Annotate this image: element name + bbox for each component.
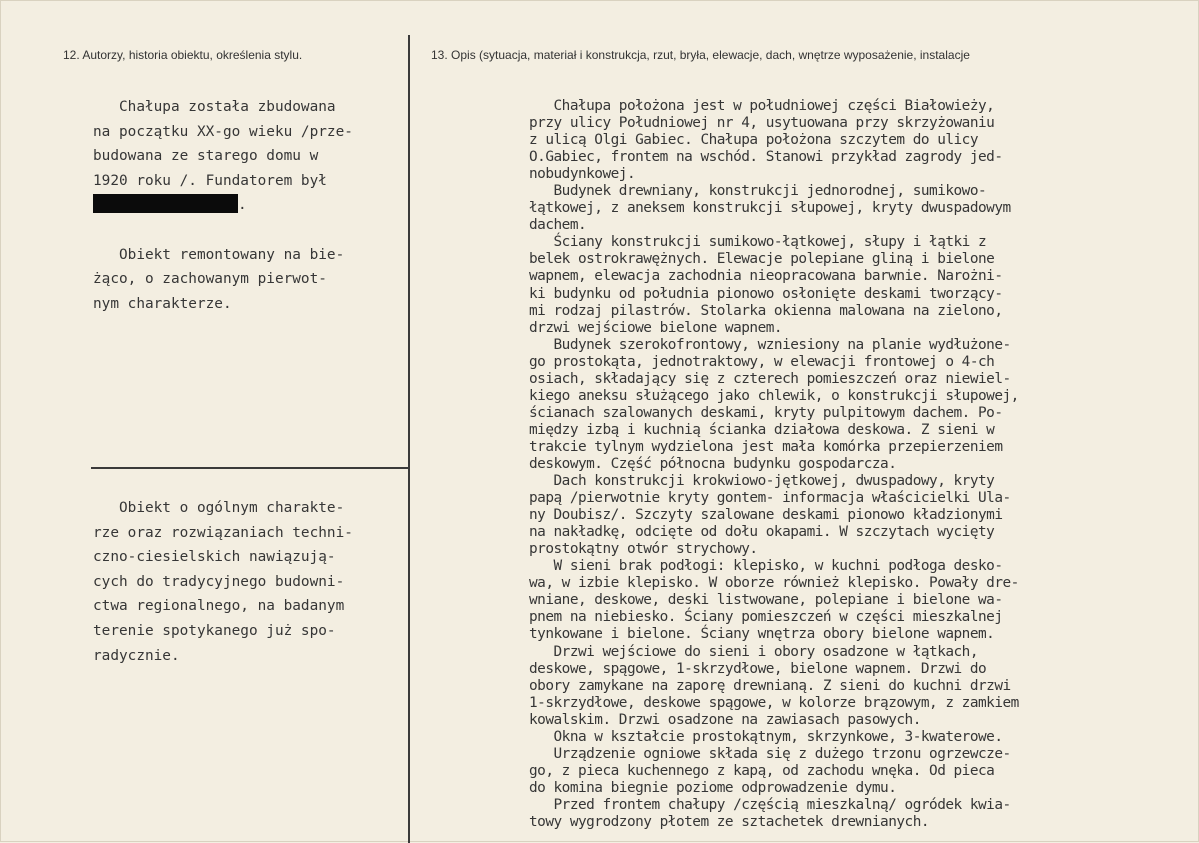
description-line: trakcie tylnym wydzielona jest mała komórka przepierzeniem: [529, 438, 1003, 455]
description-line: wniane, deskowe, deski listwowane, polepiane i bielone wa-: [529, 592, 1003, 609]
history-line: budowana ze starego domu w: [93, 148, 319, 165]
style-line: terenie spotykanego już spo-: [93, 622, 336, 639]
description-line: wa, w izbie klepisko. W oborze również klepisko. Powały dre-: [529, 575, 1019, 592]
description-text: [529, 98, 1189, 831]
description-line: Drzwi wejściowe do sieni i obory osadzone w łątkach,: [529, 643, 979, 660]
history-line: 1920 roku /. Fundatorem był: [93, 172, 327, 189]
description-line: Urządzenie ogniowe składa się z dużego trzonu ogrzewcze-: [529, 745, 1011, 762]
description-line: obory zamykane na zaporę drewnianą. Z sieni do kuchni drzwi: [529, 677, 1011, 694]
description-line: tynkowane i bielone. Ściany wnętrza obory bielone wapnem.: [529, 626, 995, 643]
style-line: czno-ciesielskich nawiązują-: [93, 549, 336, 566]
description-line: dachem.: [529, 217, 587, 234]
description-line: kiego aneksu służącego jako chlewik, o konstrukcji słupowej,: [529, 387, 1019, 404]
spacer-line: [93, 218, 408, 243]
description-line: 1-skrzydłowe, deskowe spągowe, w kolorze brązowym, z zamkiem: [529, 694, 1019, 711]
description-line: z ulicą Olgi Gabiec. Chałupa położona szczytem do ulicy: [529, 132, 979, 149]
style-line: radycznie.: [93, 647, 180, 664]
section-12-header: 12. Autorzy, historia obiektu, określenia stylu.: [63, 48, 303, 62]
section-13-header: 13. Opis (sytuacja, materiał i konstrukcja, rzut, bryła, elewacje, dach, wnętrze wyposażenie, instalacje: [431, 48, 970, 62]
description-line: do komina biegnie poziome odprowadzenie dymu.: [529, 779, 897, 796]
redacted-line-suffix: .: [238, 197, 247, 214]
condition-line: żąco, o zachowanym pierwot-: [93, 271, 327, 288]
description-line: O.Gabiec, frontem na wschód. Stanowi przykład zagrody jed-: [529, 149, 1003, 166]
description-line: go prostokąta, jednotraktowy, w elewacji frontowej o 4-ch: [529, 353, 995, 370]
description-line: ny Doubisz/. Szczyty szalowane deskami pionowo kładzionymi: [529, 507, 1003, 524]
description-line: go, z pieca kuchennego z kapą, od zachodu wnęka. Od pieca: [529, 762, 995, 779]
description-line: Dach konstrukcji krokwiowo-jętkowej, dwuspadowy, kryty: [529, 473, 995, 490]
history-line: na początku XX-go wieku /prze-: [93, 123, 353, 140]
description-line: W sieni brak podłogi: klepisko, w kuchni podłoga desko-: [529, 558, 1003, 575]
description-line: Budynek szerokofrontowy, wzniesiony na planie wydłużone-: [529, 336, 1011, 353]
description-line: Budynek drewniany, konstrukcji jednorodnej, sumikowo-: [529, 183, 987, 200]
description-line: łątkowej, z aneksem konstrukcji słupowej, kryty dwuspadowym: [529, 200, 1011, 217]
redacted-line: [93, 193, 408, 218]
left-column-separator: [91, 467, 409, 469]
description-line: na nakładkę, odcięte od dołu okapami. W szczytach wycięty: [529, 524, 995, 541]
description-line: między izbą i kuchnią ścianka działowa deskowa. Z sieni w: [529, 421, 995, 438]
description-line: nobudynkowej.: [529, 166, 636, 183]
description-line: deskowe, spągowe, 1-skrzydłowe, bielone wapnem. Drzwi do: [529, 660, 987, 677]
description-line: drzwi wejściowe bielone wapnem.: [529, 319, 783, 336]
condition-line: Obiekt remontowany na bie-: [93, 246, 345, 263]
description-line: Chałupa położona jest w południowej części Białowieży,: [529, 98, 995, 114]
description-line: pnem na niebiesko. Ściany pomieszczeń w części mieszkalnej: [529, 609, 1003, 626]
style-line: Obiekt o ogólnym charakte-: [93, 500, 345, 516]
description-line: prostokątny otwór strychowy.: [529, 541, 758, 558]
history-text: [93, 95, 408, 316]
description-line: Okna w kształcie prostokątnym, skrzynkowe, 3-kwaterowe.: [529, 728, 1003, 745]
description-line: belek ostrokrawężnych. Elewacje polepiane gliną i bielone: [529, 251, 995, 268]
description-line: kowalskim. Drzwi osadzone na zawiasach pasowych.: [529, 711, 921, 728]
column-divider: [408, 35, 410, 843]
redaction-bar: [93, 194, 238, 213]
description-line: przy ulicy Południowej nr 4, usytuowana przy skrzyżowaniu: [529, 115, 995, 132]
style-line: ctwa regionalnego, na badanym: [93, 598, 345, 615]
description-line: osiach, składający się z czterech pomieszczeń oraz niewiel-: [529, 370, 1011, 387]
description-line: papą /pierwotnie kryty gontem- informacja właścicielki Ula-: [529, 490, 1011, 507]
description-line: ścianach szalowanych deskami, kryty pulpitowym dachem. Po-: [529, 404, 1003, 421]
description-line: mi rodzaj pilastrów. Stolarka okienna malowana na zielono,: [529, 302, 1003, 319]
style-text: [93, 496, 408, 668]
style-line: rze oraz rozwiązaniach techni-: [93, 524, 353, 541]
description-line: ki budynku od południa pionowo osłonięte deskami tworzący-: [529, 285, 1003, 302]
style-line: cych do tradycyjnego budowni-: [93, 573, 345, 590]
condition-line: nym charakterze.: [93, 295, 232, 312]
description-line: wapnem, elewacja zachodnia nieopracowana barwnie. Narożni-: [529, 268, 1003, 285]
description-line: Ściany konstrukcji sumikowo-łątkowej, słupy i łątki z: [529, 234, 987, 251]
description-line: towy wygrodzony płotem ze sztachetek drewnianych.: [529, 813, 930, 830]
description-line: deskowym. Część północna budynku gospodarcza.: [529, 455, 897, 472]
history-line: Chałupa została zbudowana: [93, 99, 336, 115]
description-line: Przed frontem chałupy /częścią mieszkalną/ ogródek kwia-: [529, 796, 1011, 813]
